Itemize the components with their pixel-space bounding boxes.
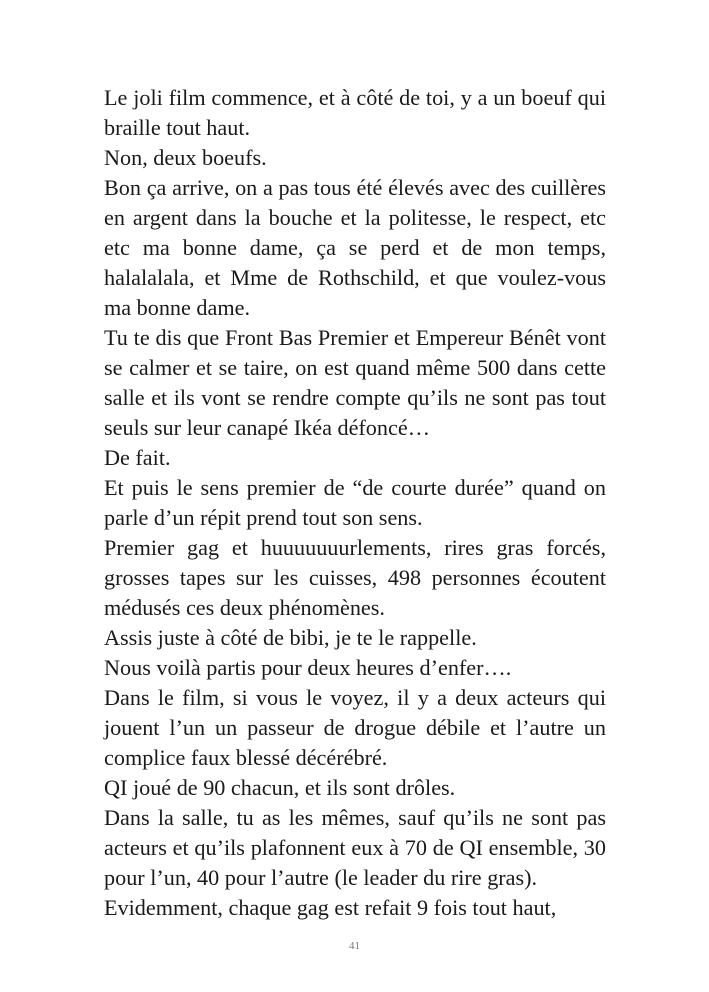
paragraph: De fait. <box>104 445 171 470</box>
paragraph: Assis juste à côté de bibi, je te le rappelle. <box>104 625 477 650</box>
paragraph: Evidemment, chaque gag est refait 9 fois tout haut, <box>104 895 557 920</box>
paragraph: Nous voilà partis pour deux heures d’enfer…. <box>104 655 512 680</box>
page-body <box>104 83 606 923</box>
paragraph: Dans le film, si vous le voyez, il y a deux acteurs qui jouent l’un un passeur de drogue débile et l’autre un complice faux blessé décérébré. <box>104 685 606 770</box>
paragraph: Non, deux boeufs. <box>104 145 267 170</box>
paragraph: Tu te dis que Front Bas Premier et Empereur Bénêt vont se calmer et se taire, on est quand même 500 dans cette salle et ils vont se rendre compte qu’ils ne sont pas tout seuls sur leur canapé Ikéa défoncé… <box>104 325 606 440</box>
paragraph: Dans la salle, tu as les mêmes, sauf qu’ils ne sont pas acteurs et qu’ils plafonnent eux à 70 de QI ensemble, 30 pour l’un, 40 pour l’autre (le leader du rire gras). <box>104 805 606 890</box>
paragraph: Premier gag et huuuuuuurlements, rires gras forcés, grosses tapes sur les cuisses, 498 personnes écoutent médusés ces deux phénomènes. <box>104 535 606 620</box>
paragraph: Bon ça arrive, on a pas tous été élevés avec des cuillères en argent dans la bouche et la politesse, le respect, etc etc ma bonne dame, ça se perd et de mon temps, halalalala, et Mme de Rothschild, et que voulez-vous ma bonne dame. <box>104 175 606 320</box>
paragraph: Le joli film commence, et à côté de toi, y a un boeuf qui braille tout haut. <box>104 85 606 140</box>
page-number: 41 <box>349 940 360 952</box>
paragraph: Et puis le sens premier de “de courte durée” quand on parle d’un répit prend tout son sens. <box>104 475 606 530</box>
paragraph: QI joué de 90 chacun, et ils sont drôles. <box>104 775 456 800</box>
